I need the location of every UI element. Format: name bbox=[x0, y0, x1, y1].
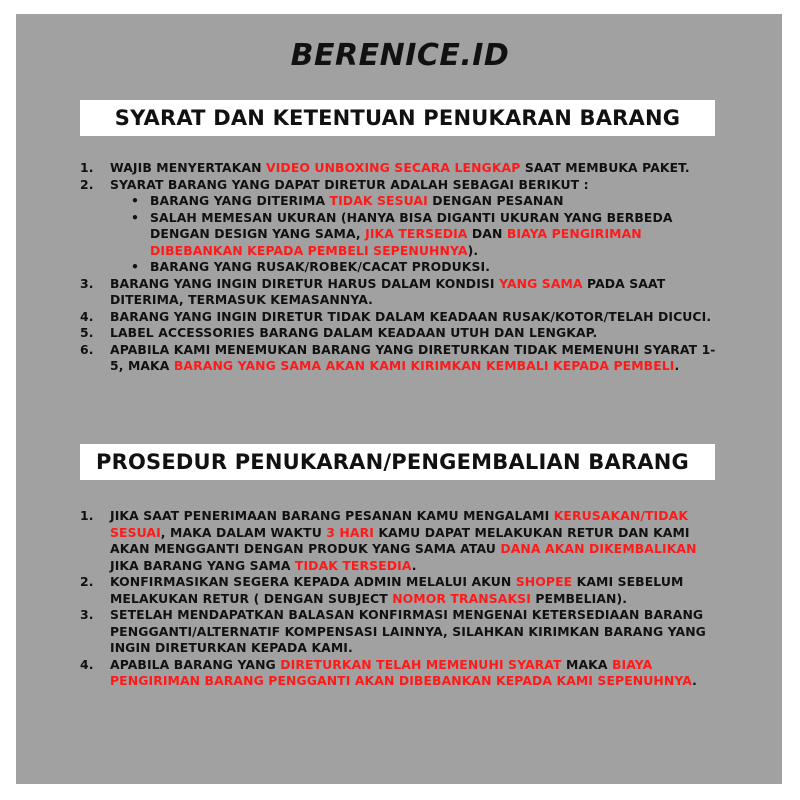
list-item bbox=[80, 342, 720, 375]
body-text: SETELAH MENDAPATKAN BALASAN KONFIRMASI MENGENAI KETERSEDIAAN BARANG PENGGANTI/ALTERNATIF KOMPENSASI LAINNYA, SILAHKAN KIRIMKAN BARANG YANG INGIN DIRETURKAN KEPADA KAMI. bbox=[110, 607, 706, 655]
highlighted-text: VIDEO UNBOXING SECARA LENGKAP bbox=[266, 160, 521, 175]
brand-title: BERENICE.ID bbox=[290, 38, 510, 73]
highlighted-text: TIDAK SESUAI bbox=[329, 193, 428, 208]
list-item bbox=[80, 508, 720, 574]
body-text: . bbox=[692, 673, 697, 688]
body-text: SYARAT BARANG YANG DAPAT DIRETUR ADALAH SEBAGAI BERIKUT : bbox=[110, 176, 589, 192]
item-number: 1. bbox=[80, 160, 94, 175]
highlighted-text: DANA AKAN DIKEMBALIKAN bbox=[500, 541, 697, 556]
body-text: SAAT MEMBUKA PAKET. bbox=[520, 160, 690, 175]
highlighted-text: BIAYA PENGIRIMAN DIBEBANKAN KEPADA PEMBELI SEPENUHNYA bbox=[150, 226, 642, 258]
body-text: APABILA KAMI MENEMUKAN BARANG YANG DIRETURKAN TIDAK MEMENUHI SYARAT 1-5, MAKA bbox=[110, 341, 716, 373]
sub-list bbox=[110, 193, 720, 276]
highlighted-text: KERUSAKAN/TIDAK SESUAI bbox=[110, 508, 689, 540]
highlighted-text: BIAYA PENGIRIMAN BARANG PENGGANTI AKAN DIBEBANKAN KEPADA KAMI SEPENUHNYA bbox=[110, 656, 693, 688]
body-text: JIKA SAAT PENERIMAAN BARANG PESANAN KAMU MENGALAMI bbox=[110, 508, 554, 523]
list-item bbox=[80, 309, 720, 326]
body-text: ). bbox=[467, 242, 479, 258]
body-text: LABEL ACCESSORIES BARANG DALAM KEADAAN UTUH DAN LENGKAP. bbox=[110, 325, 598, 340]
item-number: 6. bbox=[80, 341, 94, 357]
item-number: 5. bbox=[80, 325, 94, 340]
list-item bbox=[80, 177, 720, 276]
body-text: BARANG YANG INGIN DIRETUR TIDAK DALAM KEADAAN RUSAK/KOTOR/TELAH DICUCI. bbox=[110, 308, 712, 324]
list-item bbox=[80, 160, 720, 177]
list-item bbox=[80, 325, 720, 342]
body-text: APABILA BARANG YANG bbox=[110, 656, 281, 672]
body-text: , MAKA DALAM WAKTU bbox=[160, 524, 327, 540]
item-number: 4. bbox=[80, 656, 94, 672]
section-1-title: SYARAT DAN KETENTUAN PENUKARAN BARANG bbox=[80, 100, 715, 136]
body-text: WAJIB MENYERTAKAN bbox=[110, 160, 267, 175]
list-item bbox=[80, 574, 720, 607]
terms-list bbox=[80, 160, 720, 375]
highlighted-text: DIRETURKAN TELAH MEMENUHI SYARAT bbox=[280, 656, 562, 672]
body-text: MAKA bbox=[561, 656, 612, 672]
body-text: BARANG YANG RUSAK/ROBEK/CACAT PRODUKSI. bbox=[150, 259, 491, 274]
highlighted-text: SHOPEE bbox=[515, 574, 573, 589]
list-item bbox=[80, 276, 720, 309]
bullet-icon: • bbox=[131, 209, 140, 225]
body-text: DENGAN PESANAN bbox=[427, 193, 564, 208]
item-number: 1. bbox=[80, 508, 94, 523]
body-text: JIKA BARANG YANG SAMA bbox=[110, 557, 295, 573]
body-text: PEMBELIAN). bbox=[530, 590, 628, 606]
body-text: KAMU DAPAT MELAKUKAN RETUR DAN KAMI AKAN MENGGANTI DENGAN PRODUK YANG SAMA ATAU bbox=[110, 524, 690, 556]
highlighted-text: NOMOR TRANSAKSI bbox=[392, 590, 531, 606]
item-number: 4. bbox=[80, 308, 94, 324]
list-item bbox=[80, 607, 720, 657]
highlighted-text: TIDAK TERSEDIA bbox=[294, 557, 412, 573]
section-2-title: PROSEDUR PENUKARAN/PENGEMBALIAN BARANG bbox=[80, 444, 715, 480]
body-text: . bbox=[411, 557, 417, 573]
body-text: DAN bbox=[467, 226, 507, 241]
bullet-icon: • bbox=[131, 193, 140, 208]
body-text: . bbox=[674, 358, 680, 373]
sub-list-item bbox=[120, 210, 720, 260]
highlighted-text: BARANG YANG SAMA AKAN KAMI KIRIMKAN KEMBALI KEPADA PEMBELI bbox=[173, 358, 675, 373]
body-text: KAMI SEBELUM MELAKUKAN RETUR ( DENGAN SUBJECT bbox=[110, 574, 684, 606]
item-number: 3. bbox=[80, 607, 94, 622]
procedure-list bbox=[80, 508, 720, 690]
body-text: BARANG YANG DITERIMA bbox=[150, 193, 330, 208]
bullet-icon: • bbox=[131, 259, 140, 274]
sub-list-item bbox=[120, 193, 720, 210]
highlighted-text: JIKA TERSEDIA bbox=[365, 226, 468, 241]
body-text: PADA SAAT DITERIMA, TERMASUK KEMASANNYA. bbox=[110, 275, 666, 307]
body-text: BARANG YANG INGIN DIRETUR HARUS DALAM KONDISI bbox=[110, 275, 500, 291]
highlighted-text: YANG SAMA bbox=[499, 275, 583, 291]
highlighted-text: 3 HARI bbox=[326, 524, 374, 540]
list-item bbox=[80, 657, 720, 690]
item-number: 3. bbox=[80, 275, 94, 291]
sub-list-item bbox=[120, 259, 720, 276]
body-text: KONFIRMASIKAN SEGERA KEPADA ADMIN MELALUI AKUN bbox=[110, 574, 516, 589]
item-number: 2. bbox=[80, 574, 94, 589]
body-text: SALAH MEMESAN UKURAN (HANYA BISA DIGANTI UKURAN YANG BERBEDA DENGAN DESIGN YANG SAMA, bbox=[150, 209, 673, 241]
item-number: 2. bbox=[80, 176, 94, 192]
